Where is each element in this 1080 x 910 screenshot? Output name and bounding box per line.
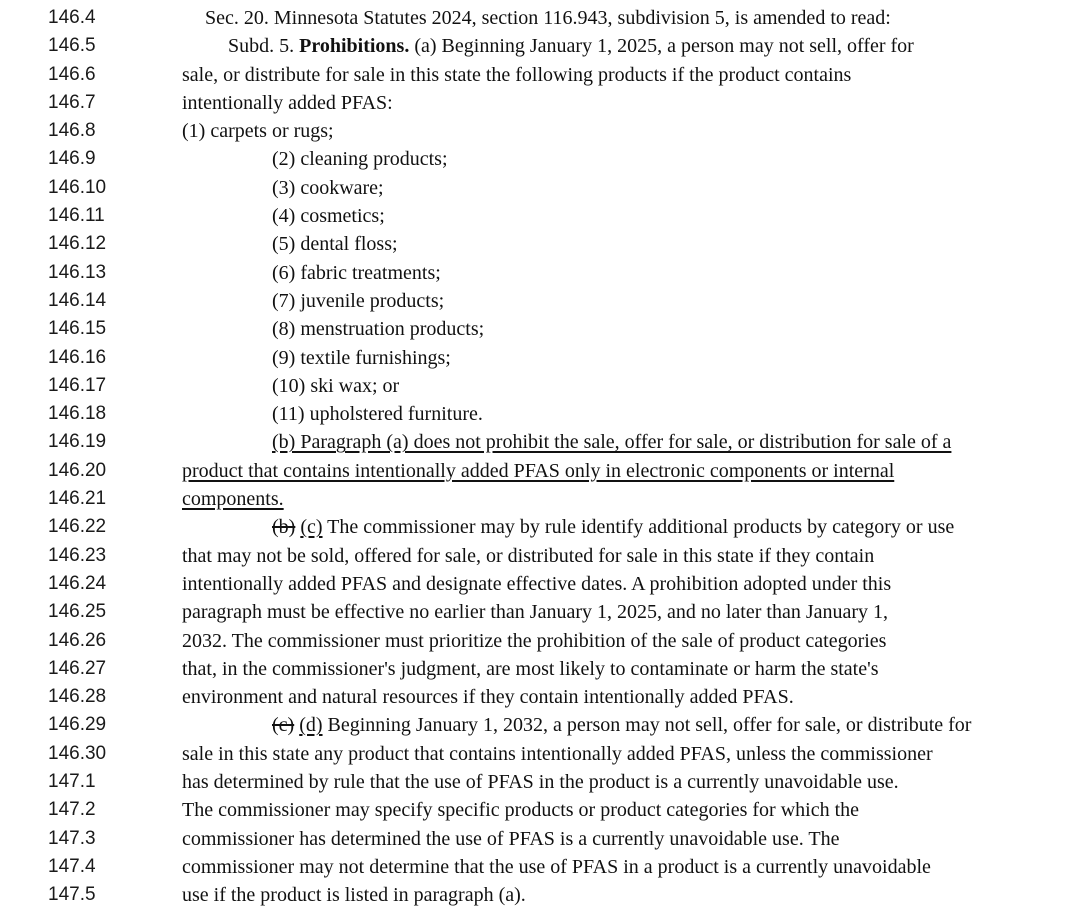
line-text: that may not be sold, offered for sale, or distributed for sale in this state if they contain (182, 544, 875, 567)
line-text: The commissioner may by rule identify additional products by category or use (327, 516, 955, 539)
document-line (0, 400, 1080, 428)
document-line (0, 768, 1080, 796)
line-number: 146.30 (48, 742, 107, 764)
line-number: 147.2 (48, 799, 96, 821)
line-number: 147.4 (48, 855, 96, 877)
line-number: 146.5 (48, 35, 96, 57)
document-line (0, 117, 1080, 145)
inserted-text: (b) Paragraph (a) does not prohibit the sale, offer for sale, or distribution for sale of a (272, 431, 952, 454)
line-number: 146.14 (48, 289, 107, 311)
subdivision-text (228, 32, 914, 60)
line-number: 146.7 (48, 91, 96, 113)
line-number: 146.29 (48, 714, 107, 736)
line-number: 146.19 (48, 431, 107, 453)
line-text: commissioner has determined the use of PFAS is a currently unavoidable use. The (182, 827, 840, 850)
line-text: sale, or distribute for sale in this state the following products if the product contains (182, 63, 852, 86)
document-line (0, 32, 1080, 60)
line-number: 146.22 (48, 516, 107, 538)
line-text: intentionally added PFAS: (182, 91, 393, 114)
document-line (0, 796, 1080, 824)
document-line (0, 740, 1080, 768)
statute-document (0, 4, 1080, 910)
line-text: Beginning January 1, 2032, a person may not sell, offer for sale, or distribute for (327, 714, 972, 737)
document-line (0, 202, 1080, 230)
list-item: (11) upholstered furniture. (272, 403, 483, 426)
subdivision-title: Prohibitions. (299, 35, 410, 58)
line-number: 147.1 (48, 771, 96, 793)
line-number: 146.12 (48, 233, 107, 255)
line-number: 146.6 (48, 63, 96, 85)
deleted-label: (b) (272, 516, 296, 539)
line-number: 146.27 (48, 657, 107, 679)
line-number: 146.10 (48, 176, 107, 198)
document-line (0, 853, 1080, 881)
line-number: 146.13 (48, 261, 107, 283)
line-text: 2032. The commissioner must prioritize the prohibition of the sale of product categories (182, 629, 887, 652)
section-heading: Sec. 20. Minnesota Statutes 2024, section 116.943, subdivision 5, is amended to read: (205, 7, 891, 29)
document-line (0, 259, 1080, 287)
list-item: (1) carpets or rugs; (182, 120, 334, 143)
inserted-label: (c) (300, 516, 323, 539)
line-text: intentionally added PFAS and designate effective dates. A prohibition adopted under this (182, 572, 892, 595)
list-item: (6) fabric treatments; (272, 261, 441, 284)
document-line (0, 287, 1080, 315)
line-number: 146.15 (48, 318, 107, 340)
line-text: use if the product is listed in paragraph (a). (182, 884, 526, 907)
line-number: 146.26 (48, 629, 107, 651)
document-line (0, 230, 1080, 258)
document-line (0, 344, 1080, 372)
document-line (0, 683, 1080, 711)
document-line (0, 89, 1080, 117)
document-line (0, 881, 1080, 909)
line-number: 146.25 (48, 601, 107, 623)
amended-paragraph (272, 513, 954, 541)
document-line (0, 372, 1080, 400)
document-line (0, 570, 1080, 598)
line-text: The commissioner may specify specific products or product categories for which the (182, 799, 860, 822)
line-text: commissioner may not determine that the use of PFAS in a product is a currently unavoidable (182, 855, 931, 878)
inserted-label: (d) (299, 714, 323, 737)
line-number: 146.11 (48, 205, 105, 227)
document-line (0, 513, 1080, 541)
line-number: 146.21 (48, 488, 107, 510)
list-item: (5) dental floss; (272, 233, 398, 256)
line-text: has determined by rule that the use of PFAS in the product is a currently unavoidable use. (182, 771, 899, 794)
document-line (0, 174, 1080, 202)
inserted-text: components. (182, 488, 284, 511)
document-line (0, 825, 1080, 853)
document-line (0, 457, 1080, 485)
document-line (0, 145, 1080, 173)
line-number: 146.18 (48, 403, 107, 425)
line-number: 146.16 (48, 346, 107, 368)
document-line (0, 627, 1080, 655)
line-number: 146.8 (48, 120, 96, 142)
list-item: (3) cookware; (272, 176, 384, 199)
document-line (0, 428, 1080, 456)
document-line (0, 655, 1080, 683)
line-text: sale in this state any product that contains intentionally added PFAS, unless the commissioner (182, 742, 933, 765)
line-text: (a) Beginning January 1, 2025, a person may not sell, offer for (414, 35, 914, 58)
inserted-text: product that contains intentionally added PFAS only in electronic components or internal (182, 459, 895, 482)
document-line (0, 711, 1080, 739)
line-number: 146.23 (48, 544, 107, 566)
subdivision-label: Subd. 5. (228, 35, 295, 58)
line-number: 146.24 (48, 572, 107, 594)
list-item: (10) ski wax; or (272, 374, 400, 397)
list-item: (2) cleaning products; (272, 148, 448, 171)
list-item: (4) cosmetics; (272, 205, 385, 228)
document-line (0, 598, 1080, 626)
line-number: 146.28 (48, 686, 107, 708)
line-text: environment and natural resources if they contain intentionally added PFAS. (182, 686, 794, 709)
line-number: 146.4 (48, 7, 96, 28)
deleted-label: (c) (272, 714, 295, 737)
document-line (0, 4, 1080, 32)
document-line (0, 61, 1080, 89)
list-item: (9) textile furnishings; (272, 346, 451, 369)
list-item: (8) menstruation products; (272, 318, 485, 341)
document-line (0, 315, 1080, 343)
line-text: that, in the commissioner's judgment, are most likely to contaminate or harm the state's (182, 657, 879, 680)
document-line (0, 485, 1080, 513)
line-number: 146.17 (48, 374, 107, 396)
document-line (0, 542, 1080, 570)
line-number: 147.3 (48, 827, 96, 849)
line-number: 147.5 (48, 884, 96, 906)
line-number: 146.9 (48, 148, 96, 170)
list-item: (7) juvenile products; (272, 289, 445, 312)
line-number: 146.20 (48, 459, 107, 481)
amended-paragraph (272, 711, 971, 739)
line-text: paragraph must be effective no earlier than January 1, 2025, and no later than January 1, (182, 601, 889, 624)
